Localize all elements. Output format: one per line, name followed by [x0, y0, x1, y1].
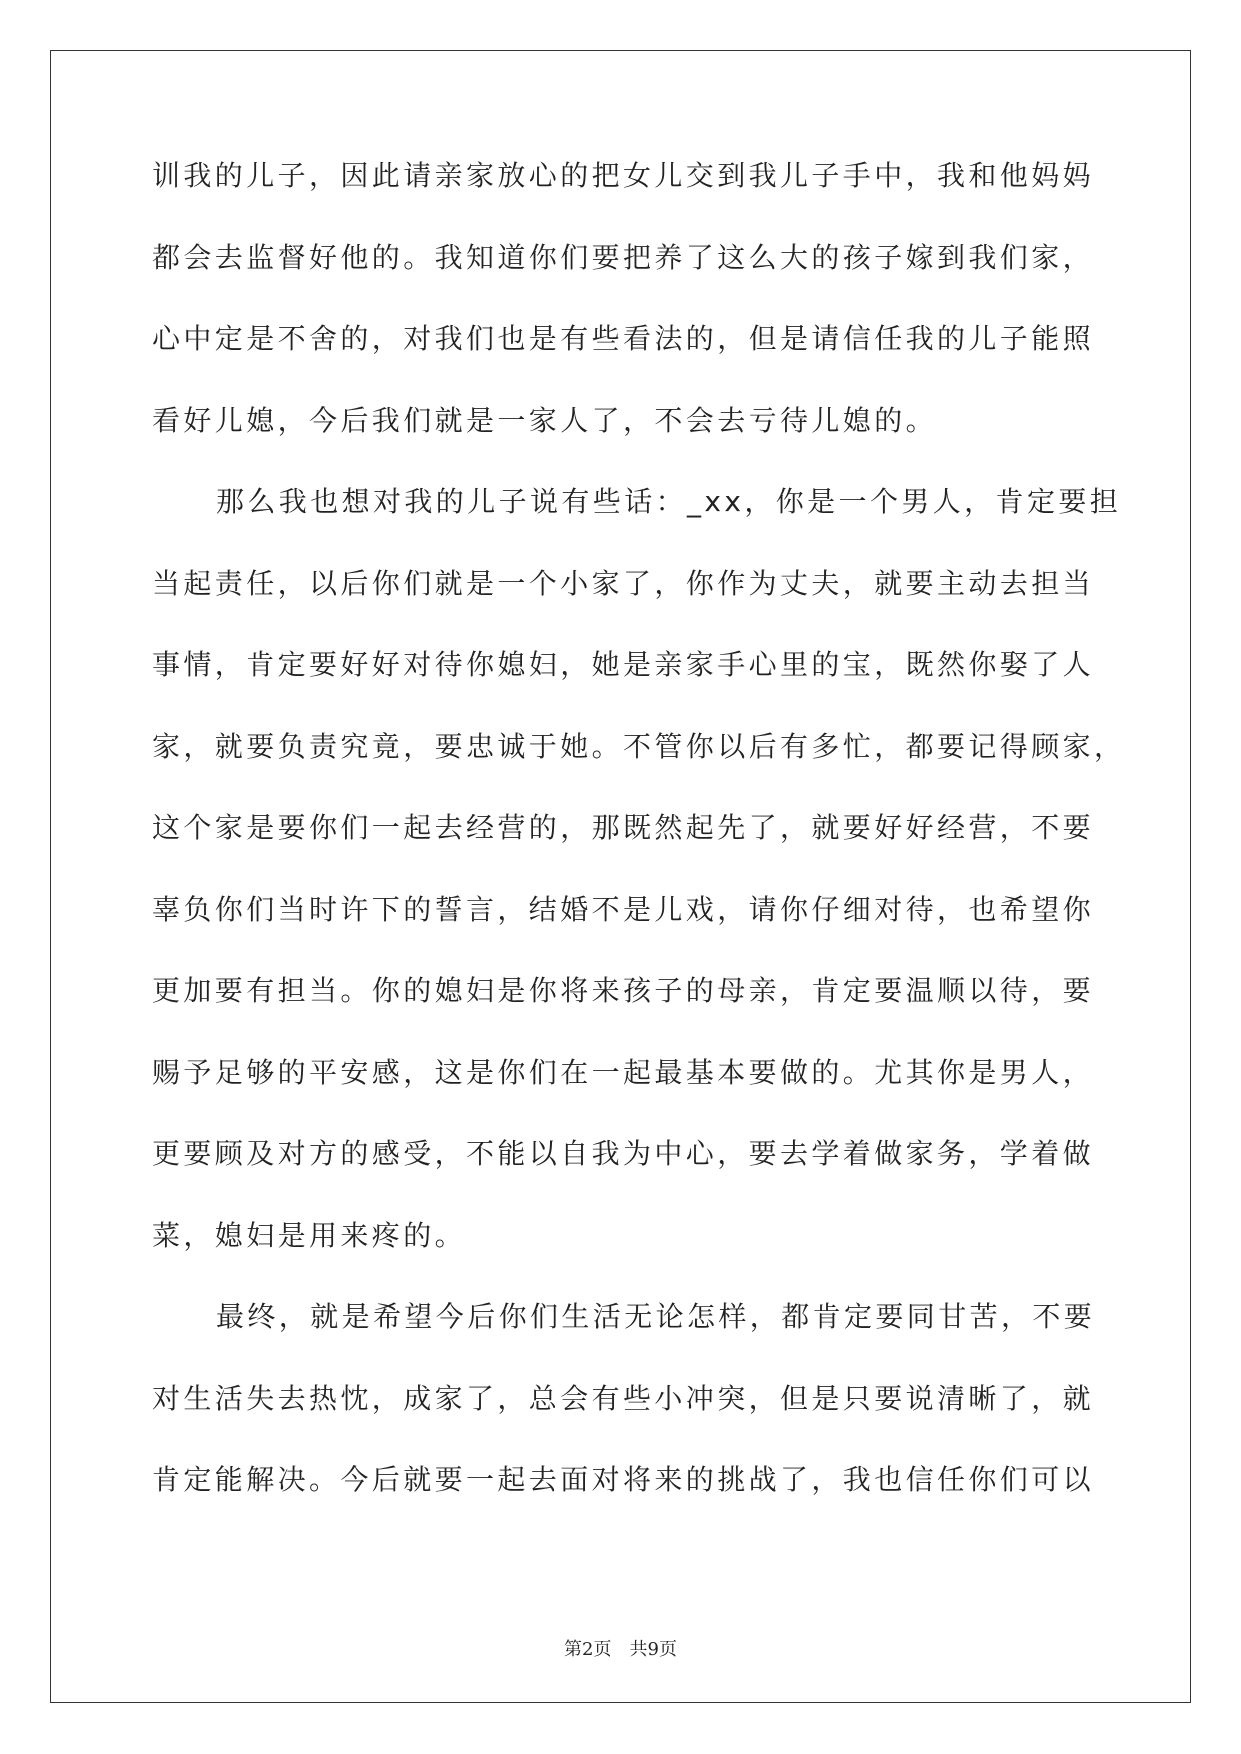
text-line: 赐予足够的平安感，这是你们在一起最基本要做的。尤其你是男人， — [152, 1055, 1095, 1089]
text-line: 菜，媳妇是用来疼的。 — [152, 1218, 467, 1252]
page-total: 共9页 — [629, 1639, 677, 1660]
text-line: 对生活失去热忱，成家了，总会有些小冲突，但是只要说清晰了，就 — [152, 1381, 1095, 1415]
text-line: 当起责任，以后你们就是一个小家了，你作为丈夫，就要主动去担当 — [152, 566, 1095, 600]
text-line: 都会去监督好他的。我知道你们要把养了这么大的孩子嫁到我们家， — [152, 240, 1095, 274]
document-body — [152, 159, 1126, 1548]
text-line: 辜负你们当时许下的誓言，结婚不是儿戏，请你仔细对待，也希望你 — [152, 892, 1095, 926]
paragraph-first-line: 最终，就是希望今后你们生活无论怎样，都肯定要同甘苦，不要 — [216, 1300, 1096, 1333]
text-line: 训我的儿子，因此请亲家放心的把女儿交到我儿子手中，我和他妈妈 — [152, 159, 1095, 192]
page-footer — [0, 1640, 1241, 1660]
text-line: 家，就要负责究竟，要忠诚于她。不管你以后有多忙，都要记得顾家， — [152, 729, 1126, 763]
text-line: 事情，肯定要好好对待你媳妇，她是亲家手心里的宝，既然你娶了人 — [152, 648, 1095, 681]
page-number: 第2页 — [564, 1639, 612, 1660]
paragraph-first-line: 那么我也想对我的儿子说有些话：_xx，你是一个男人，肯定要担 — [216, 485, 1122, 518]
text-line: 肯定能解决。今后就要一起去面对将来的挑战了，我也信任你们可以 — [152, 1463, 1095, 1496]
text-line: 看好儿媳，今后我们就是一家人了，不会去亏待儿媳的。 — [152, 403, 938, 437]
text-line: 更要顾及对方的感受，不能以自我为中心，要去学着做家务，学着做 — [152, 1137, 1095, 1170]
text-line: 心中定是不舍的，对我们也是有些看法的，但是请信任我的儿子能照 — [152, 322, 1095, 355]
text-line: 这个家是要你们一起去经营的，那既然起先了，就要好好经营，不要 — [152, 811, 1095, 844]
text-line: 更加要有担当。你的媳妇是你将来孩子的母亲，肯定要温顺以待，要 — [152, 974, 1095, 1007]
